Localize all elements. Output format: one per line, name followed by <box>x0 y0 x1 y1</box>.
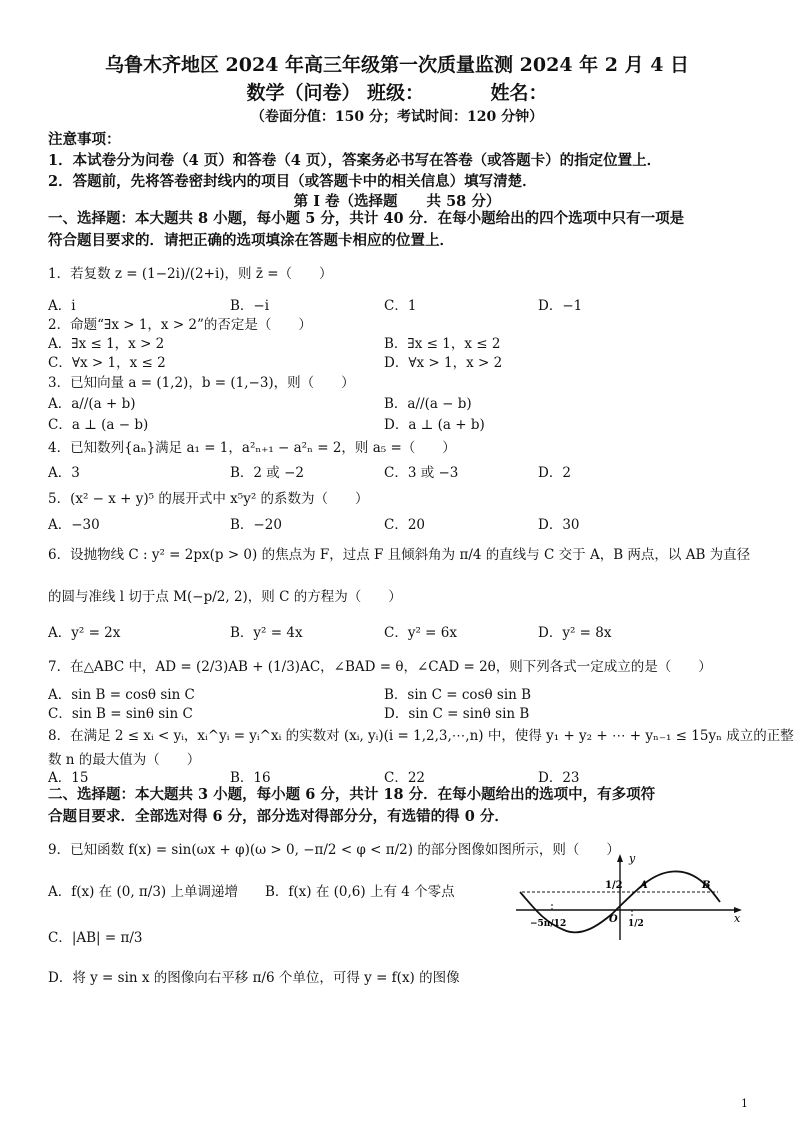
q6-option-b[interactable]: B．y² = 4x <box>230 625 303 641</box>
question-2-stem: 2．命题“∃x > 1，x > 2”的否定是（ ） <box>48 317 312 333</box>
question-7-stem: 7．在△ABC 中，AD = (2/3)AB + (1/3)AC，∠BAD = θ，∠CAD = 2θ，则下列各式一定成立的是（ ） <box>48 659 712 675</box>
note-item: 1．本试卷分为问卷（4 页）和答卷（4 页），答案务必书写在答卷（或答题卡）的指定位置上． <box>48 152 662 169</box>
q8-option-c[interactable]: C．22 <box>384 770 426 786</box>
question-8-stem: 8．在满足 2 ≤ xᵢ < yᵢ，xᵢ^yᵢ = yᵢ^xᵢ 的实数对 (xᵢ, yᵢ)(i = 1,2,3,⋯,n) 中，使得 y₁ + y₂ + ⋯ + yₙ₋₁ ≤ 15yₙ 成立的正整 <box>48 728 794 744</box>
sine-graph <box>512 852 744 942</box>
origin-label: O <box>609 914 618 925</box>
pos-tick-label: 1/2 <box>628 919 644 929</box>
y-axis-label: y <box>629 852 636 865</box>
q5-option-d[interactable]: D．30 <box>538 517 580 533</box>
question-8-stem-cont: 数 n 的最大值为（ ） <box>48 752 201 768</box>
question-5-stem: 5．(x² − x + y)⁵ 的展开式中 x⁵y² 的系数为（ ） <box>48 491 369 507</box>
section1-intro-line: 一、选择题：本大题共 8 小题，每小题 5 分，共计 40 分．在每小题给出的四个选项中只有一项是 <box>48 210 685 227</box>
exam-subtitle: 数学（问卷） 班级： 姓名： <box>246 82 548 104</box>
point-a-label: A <box>640 880 648 891</box>
q5-option-a[interactable]: A．−30 <box>48 517 100 533</box>
section1-intro <box>48 208 748 252</box>
q1-option-d[interactable]: D．−1 <box>538 298 583 314</box>
q8-option-d[interactable]: D．23 <box>538 770 580 786</box>
note-item: 2．答题前，先将答卷密封线内的项目（或答题卡中的相关信息）填写清楚． <box>48 173 537 190</box>
q4-option-a[interactable]: A．3 <box>48 465 80 481</box>
question-4-stem: 4．已知数列{aₙ}满足 a₁ = 1，a²ₙ₊₁ − a²ₙ = 2，则 a₅ =（ ） <box>48 440 456 456</box>
q9-option-a[interactable]: A．f(x) 在 (0, π/3) 上单调递增 <box>48 884 238 900</box>
q4-option-d[interactable]: D．2 <box>538 465 571 481</box>
question-3-stem: 3．已知向量 a = (1,2)，b = (1,−3)，则（ ） <box>48 375 355 391</box>
q7-option-c[interactable]: C．sin B = sinθ sin C <box>48 706 193 722</box>
q3-option-c[interactable]: C．a ⊥ (a − b) <box>48 417 149 433</box>
q2-option-d[interactable]: D．∀x > 1，x > 2 <box>384 355 503 371</box>
q2-option-b[interactable]: B．∃x ≤ 1，x ≤ 2 <box>384 336 501 352</box>
q8-option-b[interactable]: B．16 <box>230 770 271 786</box>
section2-intro-line: 合题目要求．全部选对得 6 分，部分选对得部分分，有选错的得 0 分． <box>48 808 509 825</box>
q9-option-d[interactable]: D．将 y = sin x 的图像向右平移 π/6 个单位，可得 y = f(x) 的图像 <box>48 970 460 986</box>
q3-option-a[interactable]: A．a//(a + b) <box>48 396 136 412</box>
notes-heading: 注意事项： <box>48 131 121 148</box>
page-number: 1 <box>741 1097 748 1110</box>
q2-option-a[interactable]: A．∃x ≤ 1，x > 2 <box>48 336 165 352</box>
q5-option-c[interactable]: C．20 <box>384 517 426 533</box>
section2-intro <box>48 784 748 828</box>
y-axis-arrow <box>617 854 623 862</box>
q6-option-d[interactable]: D．y² = 8x <box>538 625 612 641</box>
q1-option-a[interactable]: A．i <box>48 298 76 314</box>
q2-option-c[interactable]: C．∀x > 1，x ≤ 2 <box>48 355 166 371</box>
half-label: 1/2 <box>605 880 623 891</box>
q6-option-a[interactable]: A．y² = 2x <box>48 625 121 641</box>
point-b-label: B <box>702 880 711 891</box>
question-1-stem: 1．若复数 z = (1−2i)/(2+i)，则 z̄ =（ ） <box>48 266 333 282</box>
part1-title: 第 I 卷（选择题 共 58 分） <box>293 193 501 210</box>
q7-option-d[interactable]: D．sin C = sinθ sin B <box>384 706 530 722</box>
q1-option-b[interactable]: B．−i <box>230 298 270 314</box>
q3-option-b[interactable]: B．a//(a − b) <box>384 396 472 412</box>
neg-tick-label: −5π/12 <box>530 919 567 929</box>
exam-title: 乌鲁木齐地区 2024 年高三年级第一次质量监测 2024 年 2 月 4 日 <box>104 54 690 76</box>
q4-option-b[interactable]: B．2 或 −2 <box>230 465 304 481</box>
question-6-stem-cont: 的圆与准线 l 切于点 M(−p/2, 2)，则 C 的方程为（ ） <box>48 589 402 605</box>
q9-option-c[interactable]: C．|AB| = π/3 <box>48 930 143 946</box>
q8-option-a[interactable]: A．15 <box>48 770 89 786</box>
q9-option-b[interactable]: B．f(x) 在 (0,6) 上有 4 个零点 <box>265 884 455 900</box>
x-axis-label: x <box>734 912 741 925</box>
question-9-stem: 9．已知函数 f(x) = sin(ωx + φ)(ω > 0, −π/2 < φ < π/2) 的部分图像如图所示，则（ ） <box>48 842 620 858</box>
q7-option-b[interactable]: B．sin C = cosθ sin B <box>384 687 532 703</box>
question-6-stem: 6．设抛物线 C : y² = 2px(p > 0) 的焦点为 F，过点 F 且倾斜角为 π/4 的直线与 C 交于 A，B 两点，以 AB 为直径 <box>48 547 751 563</box>
section2-intro-line: 二、选择题：本大题共 3 小题，每小题 6 分，共计 18 分．在每小题给出的选项中，有多项符 <box>48 786 656 803</box>
score-info: （卷面分值：150 分；考试时间：120 分钟） <box>250 109 544 125</box>
q5-option-b[interactable]: B．−20 <box>230 517 282 533</box>
q6-option-c[interactable]: C．y² = 6x <box>384 625 457 641</box>
q3-option-d[interactable]: D．a ⊥ (a + b) <box>384 417 485 433</box>
q1-option-c[interactable]: C．1 <box>384 298 417 314</box>
q4-option-c[interactable]: C．3 或 −3 <box>384 465 459 481</box>
q7-option-a[interactable]: A．sin B = cosθ sin C <box>48 687 195 703</box>
section1-intro-line: 符合题目要求的．请把正确的选项填涂在答题卡相应的位置上． <box>48 232 454 249</box>
